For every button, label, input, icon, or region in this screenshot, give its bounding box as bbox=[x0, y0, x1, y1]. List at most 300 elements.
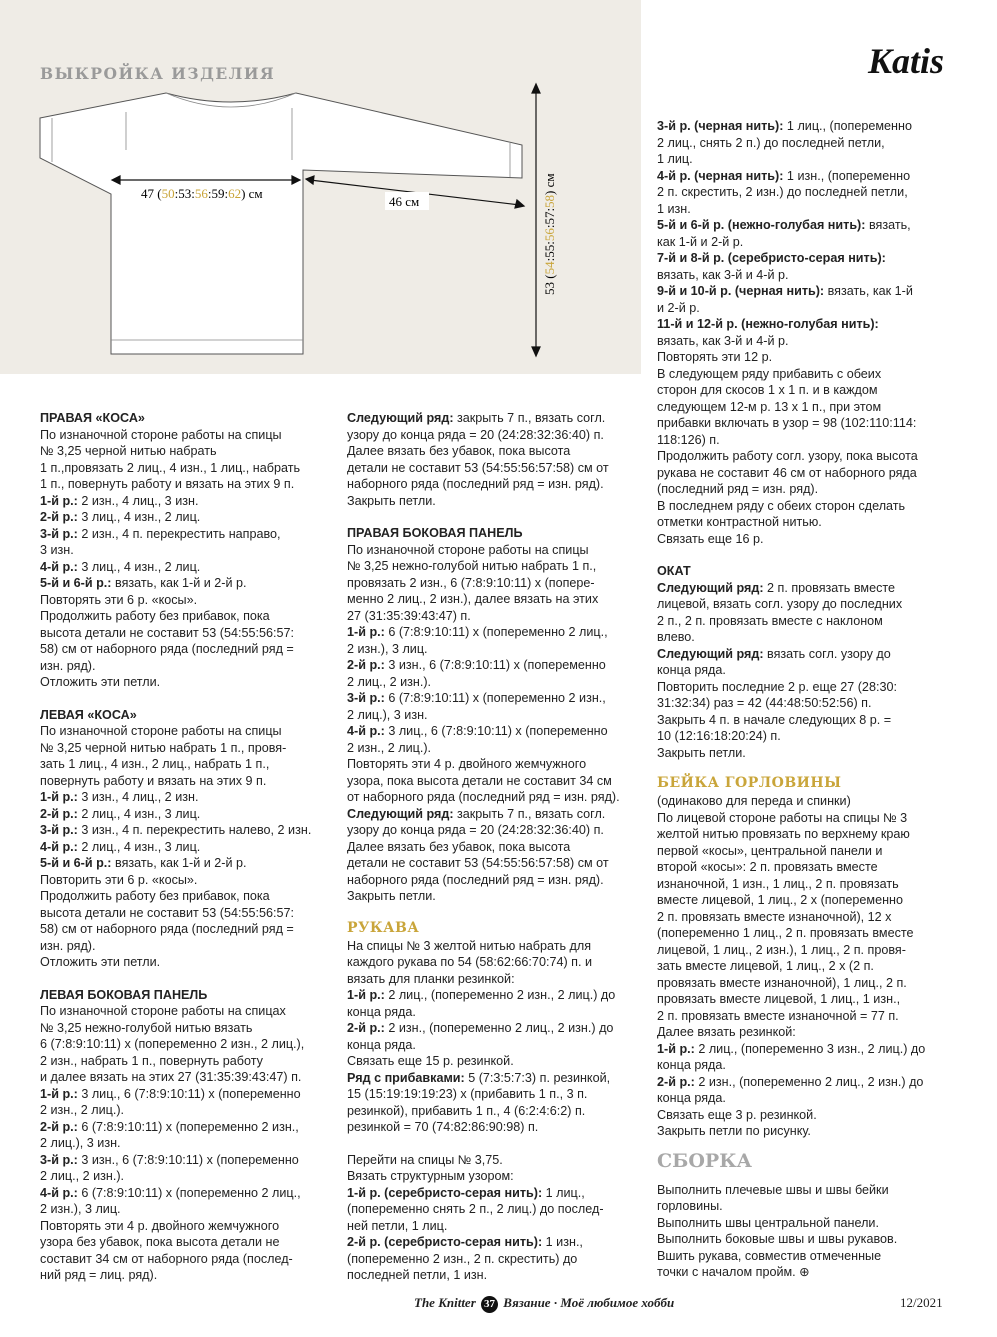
row-label: 2-й р. (серебристо-серая нить): bbox=[347, 1235, 543, 1249]
text-line: 6 (7:8:9:10:11) х (попеременно 2 изн., 2 лиц.), bbox=[40, 1037, 305, 1051]
text-line: Далее вязать без убавок, пока высота bbox=[347, 444, 571, 458]
text-line: (одинаково для переда и спинки) bbox=[657, 794, 851, 808]
instruction-rows bbox=[40, 559, 335, 592]
instruction-rows bbox=[347, 1234, 645, 1251]
row-label: 2-й р.: bbox=[347, 1021, 385, 1035]
row-text: 3 изн., 6 (7:8:9:10:11) х (попеременно bbox=[384, 658, 606, 672]
text-line: 3 изн. bbox=[40, 543, 74, 557]
text-line: Повторять эти 6 р. «косы». bbox=[40, 592, 198, 607]
section-assembly: СБОРКА bbox=[657, 1149, 752, 1172]
instruction-row bbox=[657, 646, 957, 663]
instruction-rows bbox=[40, 1185, 335, 1202]
text-line: Продолжить работу без прибавок, пока bbox=[40, 609, 270, 623]
text-line: влево. bbox=[657, 630, 695, 644]
text-line: В последнем ряду с обеих сторон сделать bbox=[657, 498, 906, 513]
row-label: 2-й р.: bbox=[40, 806, 78, 821]
row-text: 2 изн., (попеременно 2 лиц., 2 изн.) до bbox=[694, 1074, 924, 1089]
row-text: 6 (7:8:9:10:11) х (попеременно 2 лиц., bbox=[77, 1185, 301, 1200]
text-block bbox=[657, 333, 957, 548]
row-text: вязать согл. узору до bbox=[763, 646, 891, 661]
text-block bbox=[657, 1057, 957, 1074]
instruction-rows bbox=[657, 646, 957, 663]
sleeve-label: 46 см bbox=[389, 194, 420, 209]
text-line: вместе лицевой, 1 лиц., 2 х (попеременно bbox=[657, 893, 904, 907]
text-block bbox=[657, 300, 957, 317]
text-line: Закрыть 4 п. в начале следующих 8 р. = bbox=[657, 712, 892, 727]
text-line: 1 п.,провязать 2 лиц., 4 изн., 1 лиц., набрать bbox=[40, 460, 301, 475]
text-line: детали не составит 53 (54:55:56:57:58) см от bbox=[347, 460, 609, 475]
heading-right-side-panel: ПРАВАЯ БОКОВАЯ ПАНЕЛЬ bbox=[347, 526, 523, 540]
row-label: 4-й р.: bbox=[347, 724, 385, 738]
text-line: провязать вместе изнаночной), 1 лиц., 2 п. bbox=[657, 975, 907, 990]
width-label: 47 (50:53:56:59:62) см bbox=[141, 186, 263, 201]
row-label: 3-й р.: bbox=[347, 691, 385, 705]
schematic-title: ВЫКРОЙКА ИЗДЕЛИЯ bbox=[40, 64, 276, 83]
text-block bbox=[657, 1182, 957, 1281]
row-label: 9-й и 10-й р. (черная нить): bbox=[657, 284, 825, 298]
text-block bbox=[347, 938, 645, 988]
text-line: наборного ряда (последний ряд = изн. ряд). bbox=[347, 872, 604, 887]
text-line: Закрыть петли. bbox=[347, 493, 436, 508]
magazine-subtitle: Вязание · Моё любимое хобби bbox=[503, 1295, 675, 1310]
row-label: Следующий ряд: bbox=[657, 646, 764, 661]
row-label: 3-й р.: bbox=[40, 526, 78, 541]
text-block bbox=[657, 1090, 957, 1140]
text-block bbox=[40, 1168, 335, 1185]
text-line: Повторять эти 12 р. bbox=[657, 350, 773, 364]
text-block bbox=[347, 822, 645, 905]
row-label: 2-й р.: bbox=[347, 658, 385, 672]
text-line: провязать 2 изн., 6 (7:8:9:10:11) х (попере- bbox=[347, 575, 595, 590]
row-text: 1 изн., (попеременно bbox=[783, 168, 911, 183]
column-1 bbox=[40, 410, 335, 1284]
issue-date: 12/2021 bbox=[900, 1295, 943, 1310]
text-line: резинкой = 70 (74:82:86:90:98) п. bbox=[347, 1120, 539, 1134]
text-line: отметки контрастной нитью. bbox=[657, 515, 822, 529]
row-text: 6 (7:8:9:10:11) х (попеременно 2 изн., bbox=[77, 1119, 299, 1134]
text-line: Продолжить работу без прибавок, пока bbox=[40, 889, 270, 903]
instruction-row bbox=[40, 1185, 335, 1202]
instruction-rows bbox=[657, 580, 957, 597]
text-line: 1 п., повернуть работу и вязать на этих 9 п. bbox=[40, 477, 295, 491]
instruction-rows bbox=[657, 1041, 957, 1058]
row-label: 1-й р.: bbox=[40, 1086, 78, 1101]
text-line: № 3,25 черной нитью набрать bbox=[40, 444, 217, 458]
text-line: вязать для планки резинкой: bbox=[347, 971, 515, 986]
row-text: вязать, как 1-й bbox=[824, 284, 913, 298]
text-line: как 1-й и 2-й р. bbox=[657, 234, 744, 249]
text-line: лицевой, 1 лиц., 2 изн.), 1 лиц., 2 п. провя- bbox=[657, 942, 906, 957]
text-block bbox=[657, 184, 957, 217]
text-line: Отложить эти петли. bbox=[40, 955, 161, 969]
row-text: 3 изн., 4 лиц., 2 изн. bbox=[77, 790, 199, 804]
text-line: желтой нитью провязать по верхнему краю bbox=[657, 827, 910, 841]
row-label: 1-й р.: bbox=[347, 988, 385, 1002]
text-line: 2 лиц., снять 2 п.) до последней петли, bbox=[657, 135, 885, 150]
instruction-row bbox=[40, 855, 335, 872]
row-text: закрыть 7 п., вязать согл. bbox=[453, 411, 606, 425]
page-number: 37 bbox=[481, 1296, 498, 1313]
text-line: узора без убавок, пока высота детали не bbox=[40, 1235, 280, 1249]
text-line: Повторять эти 4 р. двойного жемчужного bbox=[347, 757, 587, 771]
text-line: 10 (12:16:18:20:24) п. bbox=[657, 729, 781, 743]
text-line: № 3,25 черной нитью набрать 1 п., провя- bbox=[40, 740, 287, 755]
text-line: 2 лиц.), 3 изн. bbox=[347, 707, 428, 722]
text-line: провязать вместе лицевой, 1 лиц., 1 изн., bbox=[657, 992, 901, 1006]
text-line: от наборного ряда (последний ряд = изн. ряд). bbox=[347, 790, 620, 804]
text-line: детали не составит 53 (54:55:56:57:58) см от bbox=[347, 856, 609, 870]
text-block bbox=[347, 542, 645, 625]
row-label: 7-й и 8-й р. (серебристо-серая нить): bbox=[657, 251, 886, 265]
text-block bbox=[347, 1004, 645, 1021]
instruction-rows bbox=[347, 690, 645, 707]
height-arrow-top bbox=[532, 84, 540, 93]
row-label: 1-й р.: bbox=[40, 493, 78, 508]
instruction-row bbox=[347, 410, 645, 427]
heading-left-side-panel: ЛЕВАЯ БОКОВАЯ ПАНЕЛЬ bbox=[40, 987, 208, 1002]
text-line: конца ряда. bbox=[657, 663, 726, 677]
instruction-row bbox=[347, 1185, 645, 1202]
row-label: 3-й р.: bbox=[40, 823, 78, 837]
instruction-rows bbox=[657, 250, 957, 267]
text-line: 31:32:34) раз = 42 (44:48:50:52:56) п. bbox=[657, 696, 872, 710]
text-block bbox=[657, 135, 957, 168]
instruction-row bbox=[657, 250, 957, 267]
instruction-row bbox=[347, 1070, 645, 1087]
instruction-rows bbox=[657, 316, 957, 333]
row-text: 6 (7:8:9:10:11) х (попеременно 2 изн., bbox=[384, 691, 606, 705]
text-block bbox=[347, 1201, 645, 1234]
instruction-rows bbox=[347, 1070, 645, 1087]
text-block bbox=[347, 1037, 645, 1070]
text-line: 2 изн., 2 лиц.). bbox=[40, 1103, 125, 1117]
instruction-rows bbox=[657, 118, 957, 135]
instruction-row bbox=[40, 806, 335, 823]
text-line: 1 изн. bbox=[657, 201, 691, 216]
text-line: 2 п. скрестить, 2 изн.) до последней петли, bbox=[657, 185, 908, 199]
instruction-row bbox=[347, 1234, 645, 1251]
text-line: узору до конца ряда = 20 (24:28:32:36:40) п. bbox=[347, 823, 604, 837]
text-block bbox=[347, 1251, 645, 1284]
instruction-row bbox=[657, 118, 957, 135]
instruction-row bbox=[347, 690, 645, 707]
text-block bbox=[657, 596, 957, 646]
text-line: 2 изн., набрать 1 п., повернуть работу bbox=[40, 1053, 263, 1068]
row-text: 1 лиц., (попеременно bbox=[783, 119, 912, 133]
text-block bbox=[657, 662, 957, 761]
row-label: Ряд с прибавками: bbox=[347, 1070, 465, 1085]
instruction-row bbox=[657, 217, 957, 234]
text-line: Выполнить боковые швы и швы рукавов. bbox=[657, 1232, 898, 1246]
text-line: Связать еще 15 р. резинкой. bbox=[347, 1054, 514, 1068]
text-line: Закрыть петли. bbox=[347, 889, 436, 903]
text-block bbox=[40, 592, 335, 691]
row-label: 11-й и 12-й р. (нежно-голубая нить): bbox=[657, 317, 879, 331]
row-label: 5-й и 6-й р. (нежно-голубая нить): bbox=[657, 218, 866, 232]
text-line: Вязать структурным узором: bbox=[347, 1169, 514, 1183]
text-block bbox=[40, 1003, 335, 1086]
instruction-row bbox=[40, 1086, 335, 1103]
column-2 bbox=[347, 410, 645, 1284]
text-line: (попеременно 1 лиц., 2 п. провязать вместе bbox=[657, 926, 914, 940]
column-3 bbox=[657, 118, 957, 1281]
row-text: 6 (7:8:9:10:11) х (попеременно 2 лиц., bbox=[384, 625, 608, 639]
text-line: 2 лиц., 2 изн.). bbox=[347, 674, 432, 689]
text-line: 2 лиц.), 3 изн. bbox=[40, 1136, 121, 1150]
instruction-rows bbox=[347, 657, 645, 674]
sweater-schematic bbox=[0, 0, 641, 374]
row-text: вязать, как 1-й и 2-й р. bbox=[111, 856, 247, 870]
text-block bbox=[40, 1135, 335, 1152]
instruction-row bbox=[657, 283, 957, 300]
instruction-rows bbox=[40, 789, 335, 872]
row-label: Следующий ряд: bbox=[347, 411, 454, 425]
text-block bbox=[347, 707, 645, 724]
text-line: 58) см от наборного ряда (последний ряд = bbox=[40, 922, 294, 936]
instruction-row bbox=[347, 657, 645, 674]
text-block bbox=[347, 1086, 645, 1136]
text-block bbox=[40, 872, 335, 971]
text-line: конца ряда. bbox=[657, 1091, 726, 1105]
section-sleeves: РУКАВА bbox=[347, 919, 420, 936]
text-line: Повторить эти 6 р. «косы». bbox=[40, 872, 198, 887]
text-block bbox=[40, 1102, 335, 1119]
instruction-row bbox=[40, 509, 335, 526]
text-line: изн. ряд). bbox=[40, 938, 96, 953]
text-line: Перейти на спицы № 3,75. bbox=[347, 1152, 503, 1167]
text-block bbox=[40, 1201, 335, 1284]
instruction-row bbox=[347, 723, 645, 740]
row-text: 3 изн., 4 п. перекрестить налево, 2 изн. bbox=[77, 823, 312, 837]
text-line: и далее вязать на этих 27 (31:35:39:43:47) п. bbox=[40, 1070, 302, 1084]
instruction-rows bbox=[40, 493, 335, 543]
text-line: каждого рукава по 54 (58:62:66:70:74) п. и bbox=[347, 955, 592, 969]
text-line: последней петли, 1 изн. bbox=[347, 1268, 488, 1282]
instruction-row bbox=[657, 316, 957, 333]
text-line: 118:126) п. bbox=[657, 432, 720, 447]
magazine-name: The Knitter bbox=[414, 1295, 476, 1310]
instruction-row bbox=[347, 806, 645, 823]
text-line: № 3,25 нежно-голубой нитью вязать bbox=[40, 1020, 253, 1035]
text-block bbox=[657, 234, 957, 251]
text-line: ней петли, 1 лиц. bbox=[347, 1218, 448, 1233]
text-line: конца ряда. bbox=[657, 1058, 726, 1072]
instruction-rows bbox=[347, 987, 645, 1004]
text-line: Закрыть петли по рисунку. bbox=[657, 1124, 811, 1138]
instruction-rows bbox=[347, 1185, 645, 1202]
text-line: ний ряд = лиц. ряд). bbox=[40, 1268, 158, 1282]
instruction-row bbox=[347, 1020, 645, 1037]
heading-right-cable: ПРАВАЯ «КОСА» bbox=[40, 411, 145, 425]
instruction-rows bbox=[347, 624, 645, 641]
text-line: По изнаночной стороне работы на спицы bbox=[347, 542, 589, 557]
row-text: 3 изн., 6 (7:8:9:10:11) х (попеременно bbox=[77, 1152, 299, 1167]
text-line: конца ряда. bbox=[347, 1004, 416, 1019]
row-label: 5-й и 6-й р.: bbox=[40, 856, 112, 870]
text-line: первой «косы», центральной панели и bbox=[657, 843, 883, 858]
row-text: 1 изн., bbox=[542, 1235, 583, 1249]
instruction-rows bbox=[657, 217, 957, 234]
row-text: вязать, bbox=[865, 218, 911, 232]
instruction-row bbox=[40, 1152, 335, 1169]
text-line: Связать еще 16 р. bbox=[657, 531, 764, 546]
text-line: рукава не составит 46 см от наборного ряда bbox=[657, 465, 917, 480]
instruction-row bbox=[40, 1119, 335, 1136]
instruction-rows bbox=[40, 1119, 335, 1136]
text-line: На спицы № 3 желтой нитью набрать для bbox=[347, 938, 592, 953]
row-text: 3 лиц., 4 изн., 2 лиц. bbox=[77, 559, 201, 574]
section-neckband: БЕЙКА ГОРЛОВИНЫ bbox=[657, 775, 842, 791]
text-line: 27 (31:35:39:43:47) п. bbox=[347, 608, 471, 623]
instruction-row bbox=[40, 559, 335, 576]
text-line: Вшить рукава, совместив отмеченные bbox=[657, 1248, 882, 1263]
row-label: 3-й р.: bbox=[40, 1152, 78, 1167]
text-line: прибавки включать в узор = 98 (102:110:114: bbox=[657, 416, 917, 430]
text-line: По лицевой стороне работы на спицы № 3 bbox=[657, 810, 908, 825]
row-label: 1-й р.: bbox=[657, 1041, 695, 1056]
text-line: (последний ряд = изн. ряд). bbox=[657, 482, 819, 496]
text-line: 2 лиц., 2 изн.). bbox=[40, 1169, 125, 1183]
text-line: По изнаночной стороне работы на спицах bbox=[40, 1004, 286, 1018]
instruction-row bbox=[347, 624, 645, 641]
text-line: вязать, как 3-й и 4-й р. bbox=[657, 333, 789, 348]
brand-logo: Katis bbox=[868, 41, 945, 81]
instruction-rows bbox=[657, 1074, 957, 1091]
text-line: повернуть работу и вязать на этих 9 п. bbox=[40, 773, 267, 788]
row-text: 2 п. провязать вместе bbox=[763, 580, 895, 595]
text-line: № 3,25 нежно-голубой нитью набрать 1 п., bbox=[347, 559, 597, 573]
text-line: сторон для скосов 1 х 1 п. и в каждом bbox=[657, 383, 878, 397]
row-label: 1-й р.: bbox=[347, 625, 385, 639]
text-line: зать вместе лицевой, 1 лиц., 2 х (2 п. bbox=[657, 959, 874, 973]
row-label: 2-й р.: bbox=[40, 1119, 78, 1134]
sweater-outline bbox=[40, 93, 522, 354]
text-line: вязать, как 3-й и 4-й р. bbox=[657, 267, 789, 282]
row-label: 2-й р.: bbox=[657, 1074, 695, 1089]
text-line: Далее вязать резинкой: bbox=[657, 1025, 796, 1039]
instruction-row bbox=[657, 1041, 957, 1058]
instruction-row bbox=[657, 168, 957, 185]
instruction-rows bbox=[347, 723, 645, 740]
row-text: 3 лиц., 6 (7:8:9:10:11) х (попеременно bbox=[384, 724, 608, 738]
row-label: 1-й р.: bbox=[40, 790, 78, 804]
row-text: 3 лиц., 4 изн., 2 лиц. bbox=[77, 510, 201, 524]
text-line: высота детали не составит 53 (54:55:56:57: bbox=[40, 905, 295, 920]
sleeve-arrow-left bbox=[306, 176, 314, 184]
row-text: 2 изн., 4 лиц., 3 изн. bbox=[77, 493, 199, 508]
row-text: вязать, как 1-й и 2-й р. bbox=[111, 576, 247, 590]
text-line: Повторить последние 2 р. еще 27 (28:30: bbox=[657, 679, 897, 694]
text-line: 2 п. провязать вместе изнаночной), 12 х bbox=[657, 909, 892, 924]
row-text: 2 изн., 4 п. перекрестить направо, bbox=[77, 526, 281, 541]
text-line: Выполнить плечевые швы и швы бейки bbox=[657, 1182, 889, 1197]
text-line: Закрыть петли. bbox=[657, 745, 746, 760]
height-arrow-bottom bbox=[532, 347, 540, 356]
row-text: закрыть 7 п., вязать согл. bbox=[453, 806, 606, 821]
text-line: (попеременно 2 изн., 2 п. скрестить) до bbox=[347, 1251, 578, 1266]
text-line: 2 п. провязать вместе изнаночной = 77 п. bbox=[657, 1008, 899, 1023]
instruction-row bbox=[657, 1074, 957, 1091]
instruction-row bbox=[40, 822, 335, 839]
instruction-row bbox=[40, 526, 335, 543]
instruction-rows bbox=[657, 168, 957, 185]
text-line: Выполнить швы центральной панели. bbox=[657, 1215, 879, 1230]
text-block bbox=[40, 723, 335, 789]
text-line: узора, пока высота детали не составит 34 см bbox=[347, 773, 612, 788]
text-line: Связать еще 3 р. резинкой. bbox=[657, 1107, 817, 1122]
row-text: 1 лиц., bbox=[542, 1185, 585, 1200]
text-line: В следующем ряду прибавить с обеих bbox=[657, 366, 882, 381]
instruction-row bbox=[40, 839, 335, 856]
text-line: зать 1 лиц., 4 изн., 2 лиц., набрать 1 п., bbox=[40, 757, 270, 771]
text-line: составит 34 см от наборного ряда (послед- bbox=[40, 1251, 293, 1266]
text-line: менно 2 лиц., 2 изн.), далее вязать на этих bbox=[347, 592, 599, 606]
text-line: лицевой, вязать согл. узору до последних bbox=[657, 597, 903, 611]
instruction-row bbox=[40, 789, 335, 806]
text-line: следующем 12-м р. 13 х 1 п., при этом bbox=[657, 399, 882, 414]
heading-sleeve-cap: ОКАТ bbox=[657, 564, 691, 578]
row-text: 3 лиц., 6 (7:8:9:10:11) х (попеременно bbox=[77, 1086, 301, 1101]
footer-magazine bbox=[414, 1295, 674, 1313]
heading-left-cable: ЛЕВАЯ «КОСА» bbox=[40, 707, 137, 722]
text-line: 15 (15:19:19:19:23) х (прибавить 1 п., 3 п. bbox=[347, 1087, 588, 1101]
text-line: горловины. bbox=[657, 1199, 723, 1213]
text-line: По изнаночной стороне работы на спицы bbox=[40, 724, 282, 738]
text-line: изнаночной, 1 изн., 1 лиц., 2 п. провязать bbox=[657, 876, 899, 891]
text-line: наборного ряда (последний ряд = изн. ряд). bbox=[347, 477, 604, 491]
text-block bbox=[657, 793, 957, 1041]
text-line: (попеременно снять 2 п., 2 лиц.) до послед- bbox=[347, 1202, 604, 1216]
text-line: 1 лиц. bbox=[657, 152, 693, 166]
text-line: По изнаночной стороне работы на спицы bbox=[40, 427, 282, 442]
row-label: Следующий ряд: bbox=[347, 806, 454, 821]
text-line: Продолжить работу согл. узору, пока высота bbox=[657, 449, 918, 463]
instruction-rows bbox=[347, 410, 645, 427]
text-line: 58) см от наборного ряда (последний ряд = bbox=[40, 642, 294, 656]
text-line: и 2-й р. bbox=[657, 300, 700, 315]
row-label: 4-й р.: bbox=[40, 839, 78, 854]
text-line: 2 изн.), 3 лиц. bbox=[40, 1202, 121, 1216]
instruction-rows bbox=[657, 283, 957, 300]
row-text: 2 лиц., 4 изн., 3 лиц. bbox=[77, 806, 201, 821]
instruction-row bbox=[40, 575, 335, 592]
row-label: 4-й р.: bbox=[40, 559, 78, 574]
text-block bbox=[40, 542, 335, 559]
text-line: конца ряда. bbox=[347, 1037, 416, 1052]
row-text: 2 лиц., (попеременно 2 изн., 2 лиц.) до bbox=[384, 988, 616, 1002]
text-line: 2 п., 2 п. провязать вместе с наклоном bbox=[657, 613, 883, 628]
text-line: второй «косы»: 2 п. провязать вместе bbox=[657, 860, 878, 874]
text-line: 2 изн., 2 лиц.). bbox=[347, 740, 432, 755]
row-label: 3-й р. (черная нить): bbox=[657, 119, 784, 133]
sleeve-arrow-right bbox=[515, 200, 524, 208]
text-line: 2 изн.), 3 лиц. bbox=[347, 641, 428, 656]
text-block bbox=[347, 427, 645, 510]
instruction-row bbox=[40, 493, 335, 510]
row-text: 2 лиц., (попеременно 3 изн., 2 лиц.) до bbox=[694, 1041, 926, 1056]
instruction-row bbox=[657, 580, 957, 597]
row-label: 4-й р. (черная нить): bbox=[657, 168, 784, 183]
text-block bbox=[347, 641, 645, 658]
row-text: 2 лиц., 4 изн., 3 лиц. bbox=[77, 839, 201, 854]
text-line: высота детали не составит 53 (54:55:56:57: bbox=[40, 625, 295, 640]
text-block bbox=[347, 1152, 645, 1185]
instruction-rows bbox=[347, 806, 645, 823]
row-text: 5 (7:3:5:7:3) п. резинкой, bbox=[464, 1070, 611, 1085]
text-line: Далее вязать без убавок, пока высота bbox=[347, 839, 571, 854]
text-block bbox=[347, 674, 645, 691]
text-block bbox=[40, 427, 335, 493]
